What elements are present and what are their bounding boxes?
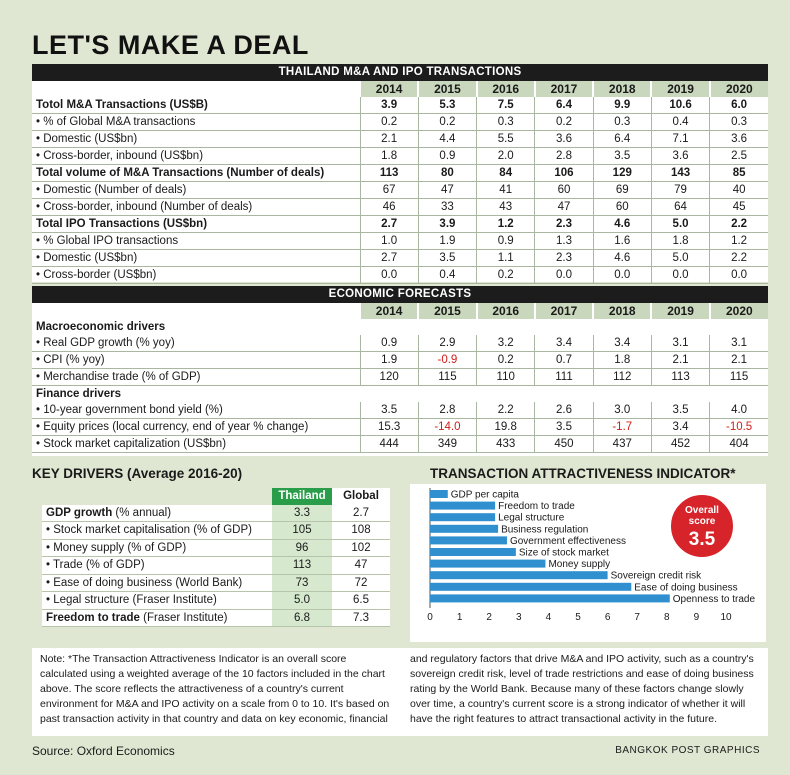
chart-bar-label: Sovereign credit risk [610, 570, 702, 582]
x-tick-label: 4 [545, 612, 552, 623]
chart-bar-label: Freedom to trade [498, 501, 575, 513]
cell-value: 5.0 [651, 216, 709, 233]
badge-label: score [688, 516, 716, 527]
cell-value: 0.9 [360, 335, 418, 352]
cell-value: 129 [593, 165, 651, 182]
global-value: 7.3 [332, 609, 390, 627]
thailand-value: 5.0 [272, 592, 332, 610]
cell-value: 4.6 [593, 216, 651, 233]
table-row [32, 114, 768, 131]
cell-value: 84 [477, 165, 535, 182]
row-label: • Domestic (Number of deals) [32, 182, 360, 199]
cell-value: 9.9 [593, 97, 651, 114]
global-value: 72 [332, 574, 390, 592]
key-driver-label [42, 592, 272, 610]
global-value: 47 [332, 557, 390, 575]
chart-bar [430, 502, 495, 510]
cell-value: 19.8 [477, 419, 535, 436]
chart-bar-label: GDP per capita [450, 489, 519, 501]
x-tick-label: 5 [575, 612, 581, 623]
cell-value: 2.1 [710, 352, 768, 369]
cell-value: 1.2 [710, 233, 768, 250]
cell-value: -10.5 [710, 419, 768, 436]
cell-value: 47 [535, 199, 593, 216]
year-header-row [32, 81, 768, 97]
cell-value: 2.8 [535, 148, 593, 165]
row-label: • Domestic (US$bn) [32, 131, 360, 148]
table-row [32, 199, 768, 216]
cell-value: 444 [360, 436, 418, 453]
cell-value: 0.4 [651, 114, 709, 131]
chart-svg [410, 484, 766, 642]
table-row [32, 131, 768, 148]
cell-value: 0.0 [360, 267, 418, 284]
year-header: 2015 [418, 81, 476, 97]
forecasts-table [32, 286, 768, 453]
cell-value: 64 [651, 199, 709, 216]
chart-bar [430, 536, 507, 544]
cell-value: 3.4 [535, 335, 593, 352]
table-row [32, 148, 768, 165]
cell-value: 3.5 [651, 402, 709, 419]
year-header: 2018 [593, 303, 651, 319]
chart-bar-label: Size of stock market [518, 547, 609, 559]
cell-value: 5.0 [651, 250, 709, 267]
cell-value: 33 [418, 199, 476, 216]
key-driver-label-text: (Fraser Institute) [139, 611, 228, 624]
table-row [32, 369, 768, 386]
table-row [32, 97, 768, 114]
cell-value: 4.4 [418, 131, 476, 148]
attractiveness-chart [410, 484, 766, 642]
cell-value: 10.6 [651, 97, 709, 114]
key-driver-label [42, 539, 272, 557]
table-row [32, 250, 768, 267]
global-value: 6.5 [332, 592, 390, 610]
key-drivers-title: KEY DRIVERS (Average 2016-20) [32, 466, 243, 481]
key-driver-label [42, 609, 272, 627]
global-value: 2.7 [332, 505, 390, 522]
table-row [32, 216, 768, 233]
cell-value: 0.2 [477, 267, 535, 284]
thailand-value: 96 [272, 539, 332, 557]
cell-value: 1.2 [477, 216, 535, 233]
cell-value: 2.1 [651, 352, 709, 369]
year-header: 2019 [651, 81, 709, 97]
cell-value: 1.3 [535, 233, 593, 250]
cell-value: 404 [710, 436, 768, 453]
thailand-value: 6.8 [272, 609, 332, 627]
cell-value: -1.7 [593, 419, 651, 436]
badge-value: 3.5 [688, 529, 716, 550]
badge-label: Overall [685, 505, 719, 516]
cell-value: 67 [360, 182, 418, 199]
key-driver-label [42, 522, 272, 540]
cell-value: 2.3 [535, 216, 593, 233]
cell-value: 0.0 [535, 267, 593, 284]
cell-value: 113 [651, 369, 709, 386]
cell-value: 3.9 [360, 97, 418, 114]
x-tick-label: 6 [604, 612, 611, 623]
finance-heading: Finance drivers [36, 387, 122, 400]
cell-value: 3.1 [651, 335, 709, 352]
chart-bar [430, 583, 631, 591]
table-row [32, 352, 768, 369]
x-tick-label: 3 [516, 612, 522, 623]
global-value: 102 [332, 539, 390, 557]
cell-value: 110 [477, 369, 535, 386]
cell-value: 3.5 [593, 148, 651, 165]
cell-value: -0.9 [418, 352, 476, 369]
cell-value: 115 [710, 369, 768, 386]
cell-value: 3.5 [360, 402, 418, 419]
x-tick-label: 2 [486, 612, 492, 623]
cell-value: 0.9 [418, 148, 476, 165]
cell-value: 80 [418, 165, 476, 182]
row-label: • Merchandise trade (% of GDP) [32, 369, 360, 386]
chart-bar-label: Government effectiveness [509, 535, 626, 547]
cell-value: 143 [651, 165, 709, 182]
key-driver-label-text: • Ease of doing business (World Bank) [46, 576, 243, 589]
cell-value: 47 [418, 182, 476, 199]
x-tick-label: 0 [427, 612, 433, 623]
cell-value: 0.0 [651, 267, 709, 284]
row-label: Total IPO Transactions (US$bn) [32, 216, 360, 233]
chart-title: TRANSACTION ATTRACTIVENESS INDICATOR* [430, 466, 736, 481]
cell-value: 0.2 [360, 114, 418, 131]
chart-bar [430, 525, 498, 533]
cell-value: 7.1 [651, 131, 709, 148]
cell-value: 2.9 [418, 335, 476, 352]
year-header: 2016 [477, 303, 535, 319]
chart-bar-label: Business regulation [501, 524, 589, 536]
key-driver-label-bold: GDP growth [46, 506, 113, 519]
year-header: 2017 [535, 303, 593, 319]
cell-value: 6.4 [593, 131, 651, 148]
cell-value: 3.1 [710, 335, 768, 352]
chart-bar-label: Openness to trade [672, 593, 756, 605]
cell-value: 3.2 [477, 335, 535, 352]
year-header: 2016 [477, 81, 535, 97]
note-box [32, 648, 768, 736]
year-header: 2018 [593, 81, 651, 97]
cell-value: 45 [710, 199, 768, 216]
col-global: Global [332, 488, 390, 505]
cell-value: 0.2 [418, 114, 476, 131]
key-driver-label-text: • Legal structure (Fraser Institute) [46, 594, 217, 607]
forecasts-heading: ECONOMIC FORECASTS [32, 286, 768, 303]
chart-bar-label: Legal structure [498, 512, 565, 524]
cell-value: 3.0 [593, 402, 651, 419]
cell-value: 2.8 [418, 402, 476, 419]
cell-value: 41 [477, 182, 535, 199]
cell-value: 3.9 [418, 216, 476, 233]
cell-value: 437 [593, 436, 651, 453]
cell-value: 2.3 [535, 250, 593, 267]
cell-value: 0.7 [535, 352, 593, 369]
cell-value: 3.5 [418, 250, 476, 267]
cell-value: 112 [593, 369, 651, 386]
cell-value: 1.8 [651, 233, 709, 250]
row-label: • Cross-border, inbound (Number of deals) [32, 199, 360, 216]
cell-value: 43 [477, 199, 535, 216]
cell-value: -14.0 [418, 419, 476, 436]
cell-value: 3.6 [651, 148, 709, 165]
cell-value: 60 [535, 182, 593, 199]
cell-value: 4.6 [593, 250, 651, 267]
table-row [32, 419, 768, 436]
page-title: LET'S MAKE A DEAL [32, 30, 309, 60]
cell-value: 3.5 [535, 419, 593, 436]
cell-value: 111 [535, 369, 593, 386]
chart-bar [430, 513, 495, 521]
cell-value: 2.6 [535, 402, 593, 419]
macro-heading: Macroeconomic drivers [36, 320, 166, 333]
row-label: Totol M&A Transactions (US$B) [32, 97, 360, 114]
row-label: • Equity prices (local currency, end of year % change) [32, 419, 360, 436]
cell-value: 106 [535, 165, 593, 182]
cell-value: 7.5 [477, 97, 535, 114]
cell-value: 1.8 [593, 352, 651, 369]
thailand-value: 3.3 [272, 505, 332, 522]
key-driver-label-text: • Money supply (% of GDP) [46, 541, 187, 554]
cell-value: 2.0 [477, 148, 535, 165]
cell-value: 1.0 [360, 233, 418, 250]
year-header: 2020 [710, 303, 768, 319]
thailand-value: 113 [272, 557, 332, 575]
cell-value: 2.7 [360, 250, 418, 267]
table-row [32, 436, 768, 453]
cell-value: 0.3 [710, 114, 768, 131]
cell-value: 60 [593, 199, 651, 216]
cell-value: 433 [477, 436, 535, 453]
cell-value: 3.6 [535, 131, 593, 148]
table-row [32, 402, 768, 419]
cell-value: 0.0 [710, 267, 768, 284]
cell-value: 0.2 [535, 114, 593, 131]
x-tick-label: 7 [634, 612, 640, 623]
chart-bar-label: Money supply [548, 559, 611, 571]
row-label: • Real GDP growth (% yoy) [32, 335, 360, 352]
table-row [32, 165, 768, 182]
year-header: 2017 [535, 81, 593, 97]
mna-ipo-heading: THAILAND M&A AND IPO TRANSACTIONS [32, 64, 768, 81]
row-label: • Cross-border (US$bn) [32, 267, 360, 284]
table-row [32, 335, 768, 352]
cell-value: 0.2 [477, 352, 535, 369]
chart-bar [430, 594, 670, 602]
cell-value: 69 [593, 182, 651, 199]
row-label: Total volume of M&A Transactions (Number of deals) [32, 165, 360, 182]
cell-value: 2.7 [360, 216, 418, 233]
cell-value: 4.0 [710, 402, 768, 419]
note-col-2: and regulatory factors that drive M&A and IPO activity, such as a country's sovereign credit risk, level of trade restrictions and ease of doing business rating by the World Bank. Because many of these factors change slowly over time, a country's current score is a strong indicator of whether it will have the right features to attract transactional activity in the future. [410, 653, 754, 725]
forecasts-panel [32, 286, 768, 456]
year-header: 2015 [418, 303, 476, 319]
cell-value: 15.3 [360, 419, 418, 436]
row-label: • Domestic (US$bn) [32, 250, 360, 267]
cell-value: 120 [360, 369, 418, 386]
cell-value: 2.2 [710, 250, 768, 267]
cell-value: 450 [535, 436, 593, 453]
cell-value: 2.1 [360, 131, 418, 148]
cell-value: 0.9 [477, 233, 535, 250]
key-driver-label-text: • Stock market capitalisation (% of GDP) [46, 524, 252, 537]
cell-value: 1.9 [360, 352, 418, 369]
key-driver-label-text: • Trade (% of GDP) [46, 559, 145, 572]
chart-bar [430, 560, 545, 568]
row-label: • Cross-border, inbound (US$bn) [32, 148, 360, 165]
key-driver-row [42, 609, 390, 627]
key-driver-row [42, 557, 390, 575]
row-label: • % of Global M&A transactions [32, 114, 360, 131]
cell-value: 0.3 [477, 114, 535, 131]
row-label: • Stock market capitalization (US$bn) [32, 436, 360, 453]
chart-bar [430, 548, 516, 556]
key-driver-label-bold: Freedom to trade [46, 611, 140, 624]
cell-value: 349 [418, 436, 476, 453]
cell-value: 2.2 [710, 216, 768, 233]
cell-value: 1.6 [593, 233, 651, 250]
thailand-value: 73 [272, 574, 332, 592]
cell-value: 85 [710, 165, 768, 182]
x-tick-label: 10 [720, 612, 732, 623]
cell-value: 452 [651, 436, 709, 453]
key-driver-row [42, 505, 390, 522]
year-header: 2020 [710, 81, 768, 97]
cell-value: 6.0 [710, 97, 768, 114]
cell-value: 0.4 [418, 267, 476, 284]
cell-value: 1.1 [477, 250, 535, 267]
cell-value: 1.8 [360, 148, 418, 165]
source-text: Source: Oxford Economics [32, 744, 175, 758]
x-tick-label: 9 [693, 612, 700, 623]
global-value: 108 [332, 522, 390, 540]
mna-ipo-panel [32, 64, 768, 282]
note-col-1: Note: *The Transaction Attractiveness Indicator is an overall score calculated using a weighted average of the 10 factors included in the chart above. The score reflects the attractiveness of a country's current environment for M&A and IPO activity on a scale from 0 to 10. It's based on past transaction activity in that country and data on key economic, financial [40, 653, 390, 725]
thailand-value: 105 [272, 522, 332, 540]
table-row [32, 182, 768, 199]
cell-value: 3.4 [651, 419, 709, 436]
table-row [32, 267, 768, 284]
chart-bar-label: Ease of doing business [634, 582, 738, 594]
key-driver-label-text: (% annual) [112, 506, 172, 519]
row-label: • 10-year government bond yield (%) [32, 402, 360, 419]
cell-value: 0.3 [593, 114, 651, 131]
cell-value: 3.6 [710, 131, 768, 148]
chart-bar [430, 571, 608, 579]
cell-value: 5.3 [418, 97, 476, 114]
key-drivers-table [42, 488, 390, 627]
key-drivers-panel [42, 488, 390, 627]
mna-ipo-table [32, 64, 768, 284]
key-driver-label [42, 557, 272, 575]
row-label: • CPI (% yoy) [32, 352, 360, 369]
col-thailand: Thailand [272, 488, 332, 505]
cell-value: 3.4 [593, 335, 651, 352]
chart-bar [430, 490, 448, 498]
year-header-row [32, 303, 768, 319]
key-driver-row [42, 522, 390, 540]
cell-value: 0.0 [593, 267, 651, 284]
cell-value: 2.2 [477, 402, 535, 419]
row-label: • % Global IPO transactions [32, 233, 360, 250]
cell-value: 5.5 [477, 131, 535, 148]
x-tick-label: 1 [456, 612, 463, 623]
cell-value: 2.5 [710, 148, 768, 165]
cell-value: 40 [710, 182, 768, 199]
credit-text: BANGKOK POST GRAPHICS [615, 745, 760, 756]
cell-value: 1.9 [418, 233, 476, 250]
key-driver-row [42, 574, 390, 592]
key-driver-label [42, 574, 272, 592]
cell-value: 46 [360, 199, 418, 216]
key-driver-row [42, 592, 390, 610]
key-driver-label [42, 505, 272, 522]
x-tick-label: 8 [664, 612, 670, 623]
year-header: 2014 [360, 303, 418, 319]
year-header: 2019 [651, 303, 709, 319]
cell-value: 6.4 [535, 97, 593, 114]
year-header: 2014 [360, 81, 418, 97]
cell-value: 115 [418, 369, 476, 386]
cell-value: 79 [651, 182, 709, 199]
cell-value: 113 [360, 165, 418, 182]
table-row [32, 233, 768, 250]
key-driver-row [42, 539, 390, 557]
